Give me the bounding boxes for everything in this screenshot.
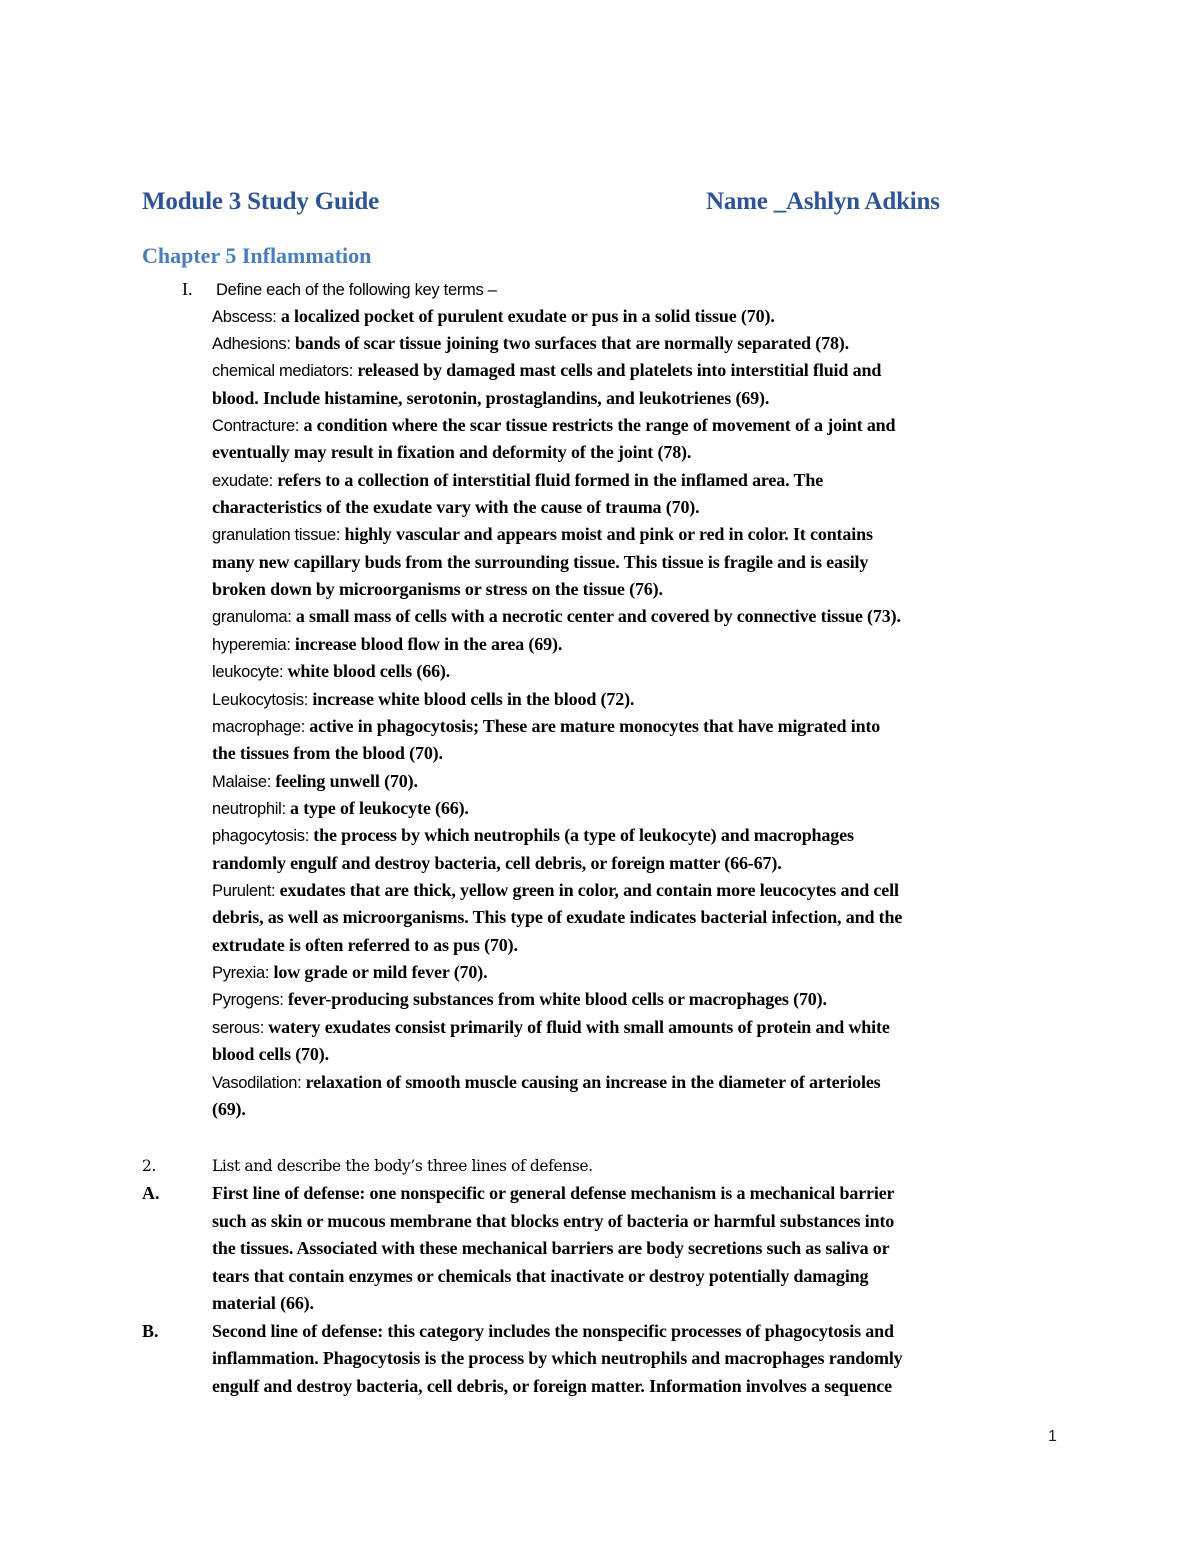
term-definition: debris, as well as microorganisms. This type of exudate indicates bacterial infection, and the <box>212 907 903 927</box>
term-label: granulation tissue: <box>212 526 345 544</box>
term-definition: relaxation of smooth muscle causing an increase in the diameter of arterioles <box>305 1072 881 1092</box>
term-label: macrophage: <box>212 718 310 736</box>
term-line <box>212 412 895 440</box>
term-label: leukocyte: <box>212 663 288 681</box>
term-definition: low grade or mild fever (70). <box>273 962 488 982</box>
term-definition: increase white blood cells in the blood (72). <box>312 689 635 709</box>
term-label: granuloma: <box>212 608 296 626</box>
question-1-prompt-text: Define each of the following key terms – <box>216 281 497 299</box>
term-line <box>212 549 868 577</box>
term-definition: increase blood flow in the area (69). <box>294 634 563 654</box>
term-label: phagocytosis: <box>212 827 314 845</box>
term-line <box>212 768 418 796</box>
answer-line: Second line of defense: this category includes the nonspecific processes of phagocytosis and <box>212 1321 894 1341</box>
term-line <box>212 330 849 358</box>
term-definition: white blood cells (66). <box>287 661 451 681</box>
term-line <box>212 1069 881 1097</box>
term-definition: exudates that are thick, yellow green in color, and contain more leucocytes and cell <box>279 880 899 900</box>
term-line <box>212 658 450 686</box>
term-line <box>212 959 487 987</box>
answer-line: engulf and destroy bacteria, cell debris, or foreign matter. Information involves a sequence <box>212 1376 892 1396</box>
term-label: chemical mediators: <box>212 362 358 380</box>
term-definition: a type of leukocyte (66). <box>290 798 469 818</box>
document-title: Module 3 Study Guide <box>142 188 380 215</box>
term-line <box>212 631 562 659</box>
term-definition: the tissues from the blood (70). <box>212 743 443 763</box>
term-line <box>212 713 880 741</box>
answer-line: such as skin or mucous membrane that blocks entry of bacteria or harmful substances into <box>212 1211 895 1231</box>
term-line <box>212 795 469 823</box>
term-definition: extrudate is often referred to as pus (70). <box>212 935 518 955</box>
term-label: Malaise: <box>212 773 276 791</box>
chapter-heading: Chapter 5 Inflammation <box>142 243 372 268</box>
answer-a-marker: A. <box>142 1183 160 1203</box>
term-label: neutrophil: <box>212 800 291 818</box>
answer-line: the tissues. Associated with these mechanical barriers are body secretions such as saliva or <box>212 1238 890 1258</box>
title-row <box>142 188 1042 224</box>
term-line <box>212 467 823 495</box>
term-line <box>212 1096 246 1124</box>
term-definition: highly vascular and appears moist and pink or red in color. It contains <box>344 524 873 544</box>
term-line <box>212 822 854 850</box>
question-1-marker: I. <box>182 279 193 299</box>
answer-line: material (66). <box>212 1293 314 1313</box>
term-definition: watery exudates consist primarily of fluid with small amounts of protein and white <box>268 1017 890 1037</box>
term-line <box>212 303 775 331</box>
term-line <box>212 740 443 768</box>
term-line <box>212 850 782 878</box>
student-name: Name _Ashlyn Adkins <box>706 188 940 215</box>
question-2-prompt: List and describe the body’s three lines of defense. <box>212 1157 593 1175</box>
term-definition: released by damaged mast cells and platelets into interstitial fluid and <box>357 360 882 380</box>
term-line <box>212 357 881 385</box>
term-label: Purulent: <box>212 882 280 900</box>
term-definition: many new capillary buds from the surrounding tissue. This tissue is fragile and is easily <box>212 552 869 572</box>
term-line <box>212 932 518 960</box>
term-definition: blood cells (70). <box>212 1044 329 1064</box>
term-definition: the process by which neutrophils (a type of leukocyte) and macrophages <box>313 825 854 845</box>
term-line <box>212 385 769 413</box>
term-line <box>212 439 691 467</box>
term-definition: blood. Include histamine, serotonin, prostaglandins, and leukotrienes (69). <box>212 388 770 408</box>
term-line <box>212 1041 329 1069</box>
term-definition: fever-producing substances from white blood cells or macrophages (70). <box>287 989 827 1009</box>
answer-line: inflammation. Phagocytosis is the process by which neutrophils and macrophages randomly <box>212 1348 903 1368</box>
term-definition: a condition where the scar tissue restricts the range of movement of a joint and <box>303 415 896 435</box>
term-definition: characteristics of the exudate vary with the cause of trauma (70). <box>212 497 700 517</box>
page-number: 1 <box>1048 1428 1057 1445</box>
term-definition: refers to a collection of interstitial fluid formed in the inflamed area. The <box>277 470 824 490</box>
term-line <box>212 1014 890 1042</box>
term-label: Contracture: <box>212 417 304 435</box>
question-1-prompt <box>216 276 497 304</box>
term-definition: bands of scar tissue joining two surfaces that are normally separated (78). <box>294 333 850 353</box>
term-label: Leukocytosis: <box>212 691 313 709</box>
term-definition: broken down by microorganisms or stress on the tissue (76). <box>212 579 663 599</box>
question-2-marker: 2. <box>142 1157 156 1175</box>
term-line <box>212 877 899 905</box>
term-line <box>212 494 699 522</box>
answer-b-marker: B. <box>142 1321 159 1341</box>
term-definition: feeling unwell (70). <box>275 771 418 791</box>
term-label: serous: <box>212 1019 269 1037</box>
term-label: Abscess: <box>212 308 281 326</box>
term-definition: (69). <box>212 1099 246 1119</box>
term-line <box>212 904 902 932</box>
term-definition: a localized pocket of purulent exudate or pus in a solid tissue (70). <box>280 306 775 326</box>
answer-line: First line of defense: one nonspecific or general defense mechanism is a mechanical barrier <box>212 1183 895 1203</box>
term-label: Adhesions: <box>212 335 295 353</box>
term-definition: active in phagocytosis; These are mature monocytes that have migrated into <box>309 716 881 736</box>
term-label: hyperemia: <box>212 636 295 654</box>
term-definition: a small mass of cells with a necrotic center and covered by connective tissue (73). <box>295 606 901 626</box>
term-label: exudate: <box>212 472 278 490</box>
term-line <box>212 686 634 714</box>
term-label: Pyrexia: <box>212 964 274 982</box>
term-label: Pyrogens: <box>212 991 288 1009</box>
term-definition: randomly engulf and destroy bacteria, cell debris, or foreign matter (66-67). <box>212 853 782 873</box>
term-line <box>212 576 663 604</box>
term-line <box>212 986 827 1014</box>
answer-line: tears that contain enzymes or chemicals that inactivate or destroy potentially damaging <box>212 1266 869 1286</box>
term-label: Vasodilation: <box>212 1074 306 1092</box>
term-line <box>212 521 873 549</box>
term-line <box>212 603 901 631</box>
term-definition: eventually may result in fixation and deformity of the joint (78). <box>212 442 692 462</box>
